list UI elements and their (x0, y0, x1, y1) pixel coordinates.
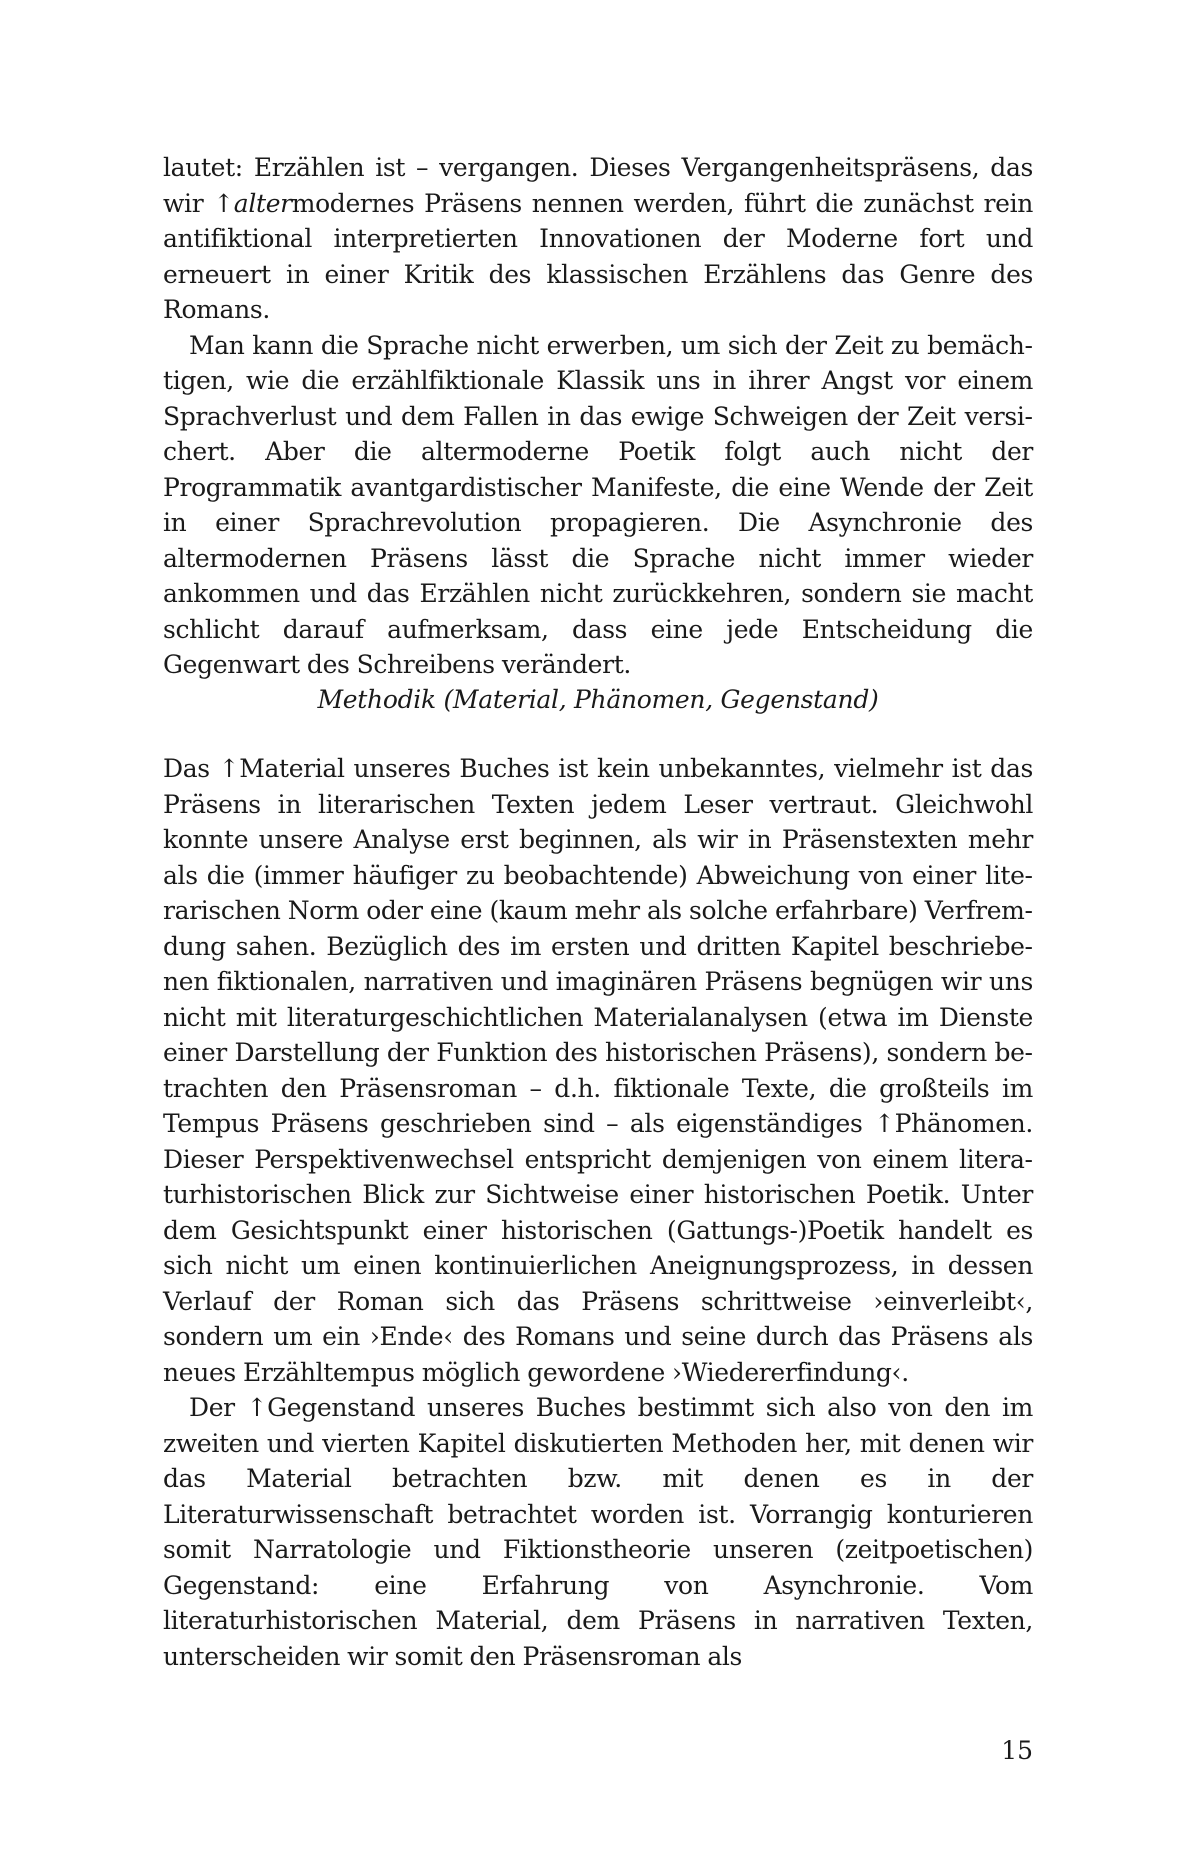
text-segment: Gegenstand unseres Buches bestimmt sich also von den im zweiten und vierten Kapitel diskutierten Methoden her, mit denen wir das Material betrachten bzw. mit denen es in der Literaturwissenschaft betrachtet worden ist. Vorrangig konturieren somit Narratologie und Fiktionstheorie unseren (zeitpoetischen) Gegenstand: eine Erfahrung von Asynchronie. Vom literaturhistorischen Material, dem Präsens in narrativen Texten, unterscheiden wir somit den Präsensroman als (163, 1393, 1033, 1671)
arrow-up-icon: ↑ (213, 188, 234, 218)
paragraph-3 (163, 751, 1033, 1390)
text-segment: Der (189, 1393, 247, 1422)
paragraph-2: Man kann die Sprache nicht erwerben, um sich der Zeit zu bemächtigen, wie die erzählfiktionale Klassik uns in ihrer Angst vor einem Sprachverlust und dem Fallen in das ewige Schweigen der Zeit versichert. Aber die altermoderne Poetik folgt auch nicht der Programmatik avantgardistischer Manifeste, die eine Wende der Zeit in einer Sprachrevolution propagieren. Die Asynchronie des altermodernen Präsens lässt die Sprache nicht immer wieder ankommen und das Erzählen nicht zurückkehren, sondern sie macht schlicht darauf aufmerksam, dass eine jede Entscheidung die Gegenwart des Schreibens verändert. (163, 330, 1033, 679)
paragraph-4 (163, 1390, 1033, 1674)
paragraph-1 (163, 150, 1033, 328)
section-heading: Methodik (Material, Phänomen, Gegenstand) (317, 685, 879, 714)
arrow-up-icon: ↑ (218, 754, 240, 783)
text-segment: modernes Präsens nennen werden, führt die zunächst rein antifiktional interpretierten Innovationen der Moderne fort und erneuert in einer Kritik des klassischen Erzählens das Genre des Romans. (163, 188, 1033, 324)
body-text-top (163, 150, 1033, 683)
text-segment: Das (163, 754, 219, 783)
arrow-up-icon: ↑ (246, 1393, 268, 1422)
body-text-bottom (163, 751, 1033, 1674)
text-segment: Phänomen. Dieser Perspektivenwechsel entspricht demjenigen von einem literaturhistorischen Blick zur Sichtweise einer historischen Poetik. Unter dem Gesichtspunkt einer historischen (Gattungs-)Poetik handelt es sich nicht um einen kontinuierlichen Aneignungsprozess, in dessen Verlauf der Roman sich das Präsens schrittweise ›einverleibt‹, sondern um ein ›Ende‹ des Romans und seine durch das Präsens als neues Erzähltempus möglich gewordene ›Wiedererfindung‹. (163, 1109, 1033, 1387)
text-segment: lautet: Erzählen ist – vergangen. Dieses Vergangenheitspräsens, das wir (163, 153, 1033, 218)
page-number: 15 (1001, 1736, 1033, 1765)
arrow-up-icon: ↑ (874, 1109, 895, 1138)
italic-term: alter (233, 188, 292, 218)
text-segment: Material unseres Buches ist kein unbekanntes, vielmehr ist das Präsens in literarischen Texten jedem Leser vertraut. Gleichwohl konnte unsere Analyse erst beginnen, als wir in Präsenstexten mehr als die (immer häufiger zu beobachtende) Abweichung von einer literarischen Norm oder eine (kaum mehr als solche erfahrbare) Verfremdung sahen. Bezüglich des im ersten und dritten Kapitel beschriebenen fiktionalen, narrativen und imaginären Präsens begnügen wir uns nicht mit literaturgeschichtlichen Materialanalysen (etwa im Dienste einer Darstellung der Funktion des historischen Präsens), sondern betrachten den Präsensroman – d.h. fiktionale Texte, die großteils im Tempus Präsens geschrieben sind – als eigenständiges (163, 754, 1033, 1138)
